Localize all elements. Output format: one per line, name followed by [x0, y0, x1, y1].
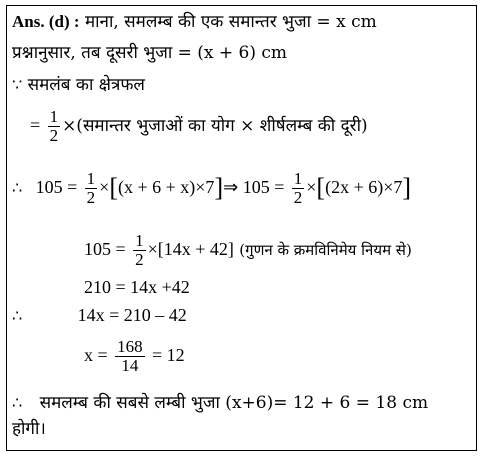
left-bracket: [ [316, 173, 326, 202]
commutative-note: (गुणन के क्रमविनिमेय नियम से) [239, 241, 412, 259]
times-sign: × [99, 177, 110, 197]
fraction-denominator: 2 [293, 188, 303, 207]
equals-sign: = [30, 115, 41, 135]
therefore-symbol: ∴ [12, 393, 23, 412]
simplified-inner: (2x + 6)×7 [325, 177, 403, 197]
solution-box [6, 5, 477, 451]
solution-line [84, 338, 185, 375]
right-bracket: ] [214, 173, 224, 202]
therefore-symbol: ∴ [12, 306, 23, 325]
final-line [12, 392, 428, 414]
solution-fraction [115, 338, 145, 375]
fraction-numerator: 1 [135, 231, 144, 250]
fraction-denominator: 2 [86, 188, 96, 207]
rearrange-line [12, 304, 187, 327]
therefore-symbol: ∴ [12, 178, 23, 197]
half-fraction [292, 170, 305, 207]
rearrange-equation: 14x = 210 – 42 [77, 305, 187, 325]
answer-label: Ans. (d) : [12, 12, 80, 31]
fraction-denominator: 2 [135, 250, 144, 269]
left-bracket: [ [109, 173, 118, 202]
substitution-line [12, 170, 411, 207]
because-symbol: ∵ [12, 75, 23, 94]
half-fraction [133, 232, 146, 269]
area-heading-text: समलंब का क्षेत्रफल [27, 75, 145, 95]
final-text-continued: होगी। [12, 419, 46, 439]
final-line-continued [12, 418, 46, 440]
multiply-equation: 210 = 14x +42 [84, 277, 190, 297]
answer-line [12, 11, 377, 33]
right-bracket: ] [402, 173, 412, 202]
commutative-lhs: 105 = [84, 239, 126, 259]
condition-text: प्रश्नानुसार, तब दूसरी भुजा = (x + 6) cm [12, 43, 288, 63]
condition-line [12, 42, 287, 64]
substitution-inner: (x + 6 + x)×7 [117, 177, 215, 197]
final-text: समलम्ब की सबसे लम्बी भुजा (x+6)= 12 + 6 = 18 cm [39, 393, 429, 413]
fraction-numerator: 1 [86, 169, 96, 188]
fraction-numerator: 1 [49, 107, 59, 126]
area-heading-line [12, 74, 145, 96]
half-fraction [85, 170, 98, 207]
fraction-denominator: 2 [49, 126, 59, 145]
area-formula-line [30, 108, 368, 145]
commutative-expression: ×[14x + 42] [147, 239, 234, 259]
fraction-denominator: 14 [121, 356, 139, 375]
half-fraction [48, 108, 61, 145]
fraction-numerator: 1 [293, 169, 303, 188]
area-formula-text: ×(समान्तर भुजाओं का योग × शीर्षलम्ब की दूरी) [62, 116, 368, 136]
implies-expression: ⇒ 105 = [223, 177, 285, 197]
solution-rhs: = 12 [151, 345, 185, 365]
substitution-lhs: 105 = [35, 177, 78, 197]
assumption-text: माना, समलम्ब की एक समान्तर भुजा = x cm [84, 12, 377, 32]
commutative-line [84, 232, 412, 269]
solution-lhs: x = [84, 345, 108, 365]
fraction-numerator: 168 [117, 337, 143, 356]
times-sign: × [306, 177, 317, 197]
multiply-line [84, 276, 190, 299]
